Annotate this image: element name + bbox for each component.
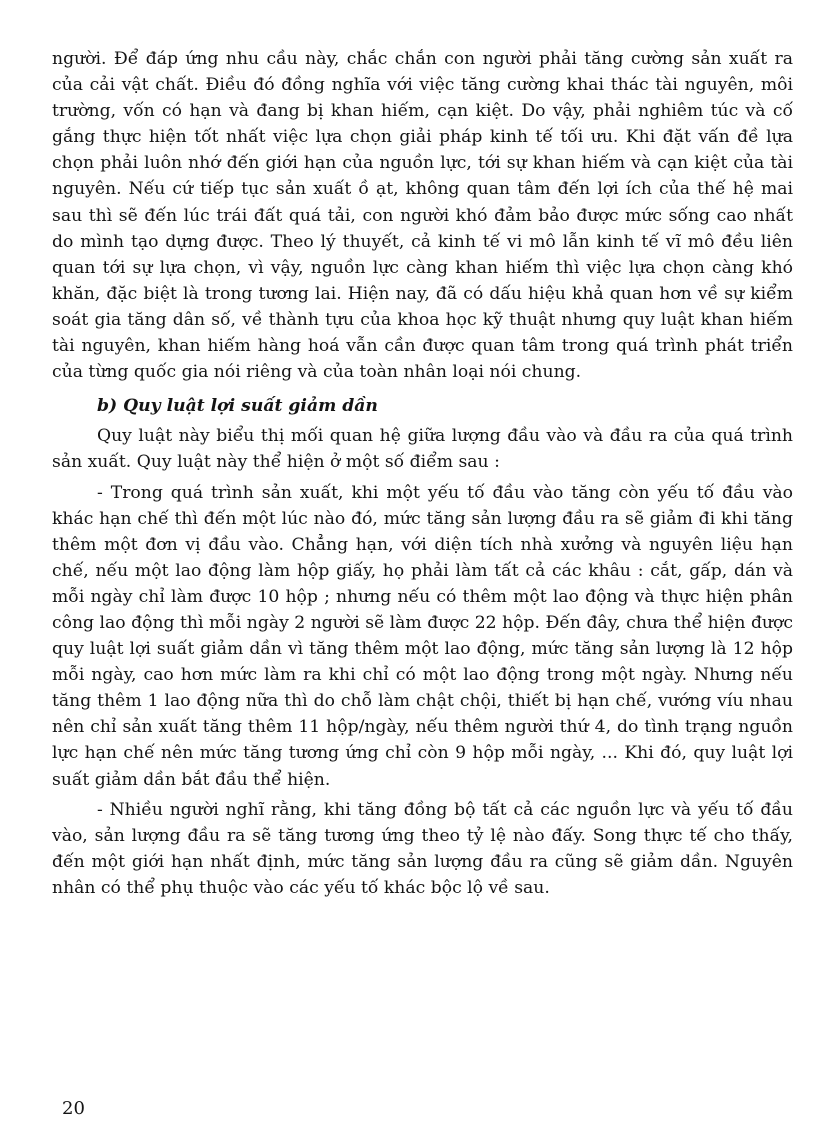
page-number: 20 — [62, 1098, 85, 1119]
paragraph-continuation: người. Để đáp ứng nhu cầu này, chắc chắn con người phải tăng cường sản xuất ra của cải vật chất. Điều đó đồng nghĩa với việc tăng cường khai thác tài nguyên, môi trường, vốn có hạn và đang bị khan hiếm, cạn kiệt. Do vậy, phải nghiêm túc và cố gắng thực hiện tốt nhất việc lựa chọn giải pháp kinh tế tối ưu. Khi đặt vấn đề lựa chọn phải luôn nhớ đến giới hạn của nguồn lực, tới sự khan hiếm và cạn kiệt của tài nguyên. Nếu cứ tiếp tục sản xuất ồ ạt, không quan tâm đến lợi ích của thế hệ mai sau thì sẽ đến lúc trái đất quá tải, con người khó đảm bảo được mức sống cao nhất do mình tạo dựng được. Theo lý thuyết, cả kinh tế vi mô lẫn kinh tế vĩ mô đều liên quan tới sự lựa chọn, vì vậy, nguồn lực càng khan hiếm thì việc lựa chọn càng khó khăn, đặc biệt là trong tương lai. Hiện nay, đã có dấu hiệu khả quan hơn về sự kiểm soát gia tăng dân số, về thành tựu của khoa học kỹ thuật nhưng quy luật khan hiếm tài nguyên, khan hiếm hàng hoá vẫn cần được quan tâm trong quá trình phát triển của từng quốc gia nói riêng và của toàn nhân loại nói chung. — [52, 49, 793, 383]
paragraph-point-1: - Trong quá trình sản xuất, khi một yếu tố đầu vào tăng còn yếu tố đầu vào khác hạn chế thì đến một lúc nào đó, mức tăng sản lượng đầu ra sẽ giảm đi khi tăng thêm một đơn vị đầu vào. Chẳng hạn, với diện tích nhà xưởng và nguyên liệu hạn chế, nếu một lao động làm hộp giấy, họ phải làm tất cả các khâu : cắt, gấp, dán và mỗi ngày chỉ làm được 10 hộp ; nhưng nếu có thêm một lao động và thực hiện phân công lao động thì mỗi ngày 2 người sẽ làm được 22 hộp. Đến đây, chưa thể hiện được quy luật lợi suất giảm dần vì tăng thêm một lao động, mức tăng sản lượng là 12 hộp mỗi ngày, cao hơn mức làm ra khi chỉ có một lao động trong một ngày. Nhưng nếu tăng thêm 1 lao động nữa thì do chỗ làm chật chội, thiết bị hạn chế, vướng víu nhau nên chỉ sản xuất tăng thêm 11 hộp/ngày, nếu thêm người thứ 4, do tình trạng nguồn lực hạn chế nên mức tăng tương ứng chỉ còn 9 hộp mỗi ngày, ... Khi đó, quy luật lợi suất giảm dần bắt đầu thể hiện. — [52, 482, 793, 790]
paragraph-point-2: - Nhiều người nghĩ rằng, khi tăng đồng bộ tất cả các nguồn lực và yếu tố đầu vào, sản lượng đầu ra sẽ tăng tương ứng theo tỷ lệ nào đấy. Song thực tế cho thấy, đến một giới hạn nhất định, mức tăng sản lượng đầu ra cũng sẽ giảm dần. Nguyên nhân có thể phụ thuộc vào các yếu tố khác bộc lộ về sau. — [52, 799, 793, 898]
page-body — [52, 46, 793, 901]
paragraph-intro: Quy luật này biểu thị mối quan hệ giữa lượng đầu vào và đầu ra của quá trình sản xuất. Quy luật này thể hiện ở một số điểm sau : — [52, 426, 793, 473]
section-heading: b) Quy luật lợi suất giảm dần — [97, 396, 378, 417]
